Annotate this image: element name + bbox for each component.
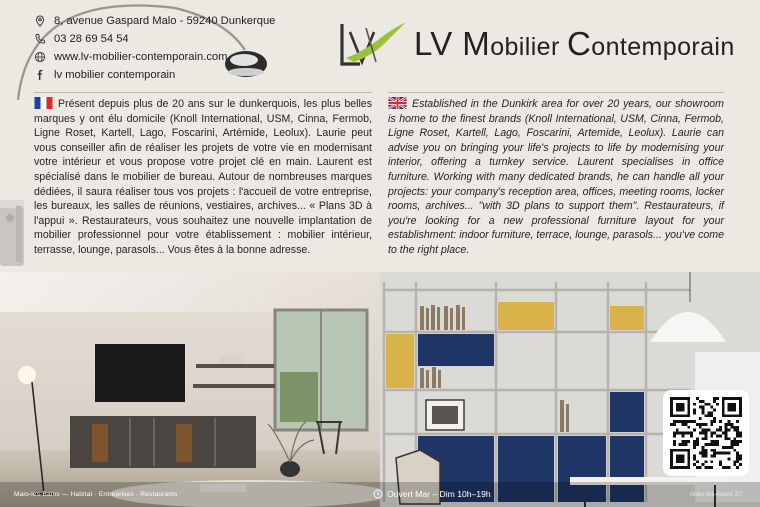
clock-icon (373, 489, 383, 499)
website-link[interactable]: www.lv-mobilier-contemporain.com (54, 50, 228, 63)
opening-hours-text: Ouvert Mar – Dim 10h–19h (387, 489, 491, 499)
brand-name: LV Mobilier Contemporain (414, 25, 735, 62)
page-number: Malo-les-Bains 37 (690, 491, 743, 498)
website-row[interactable] (34, 48, 334, 66)
showroom-photo (0, 272, 760, 507)
english-description (388, 97, 724, 258)
french-text: Présent depuis plus de 20 ans sur le dunkerquois, les plus belles marques y ont élu domicile (Knoll International, USM, Cinna, Fermob, Ligne Roset, Kartell, Lago, Foscarini, Artémide, Leolux). Laurie peut vous conseiller afin de réaliser les projets de votre vie en modernisant votre intérieur et vous propose votre projet clé en main. Laurent est spécialisé dans le mobilier de bureau. Autour de nombreuses marques dédiées, il saura réaliser tous vos projets : l'accueil de votre entreprise, les bureaux, les salles de réunions, vestiaires, archives... « Plans 3D à l'appui ». Restaurateurs, vous souhaitez une nouvelle implantation de mobilier professionnel pour votre établissement : mobilier intérieur, terrasse, lounge, parasols... Vous êtes à la bonne adresse. (34, 98, 372, 256)
phone-row[interactable] (34, 30, 334, 48)
french-description (34, 97, 372, 258)
phone-icon (34, 33, 46, 45)
facebook-row[interactable] (34, 66, 334, 84)
contact-info (34, 12, 334, 84)
facebook-link[interactable]: lv mobilier contemporain (54, 68, 176, 81)
divider-french (34, 92, 372, 93)
address-row (34, 12, 334, 30)
divider-english (388, 92, 724, 93)
stone-side-table-illustration (0, 198, 26, 268)
qr-code[interactable] (663, 390, 749, 476)
globe-icon (34, 51, 46, 63)
location-pin-icon (34, 15, 46, 27)
facebook-icon (34, 69, 46, 81)
english-text: Established in the Dunkirk area for over 20 years, our showroom is home to the finest brands (Knoll International, USM, Cinna, Fermob, Ligne Roset, Kartell, Lago, Foscarini, Artemide, Leolux). Laurie can advise you on bringing your life's projects to life by modernising your interior, offering a turnkey service. Laurent specialises in office furniture. Working with many dedicated brands, he can handle all your projects: your company's reception area, offices, meeting rooms, locker rooms, archives... "with 3D plans to support them". Restaurateurs, if you're looking for a new professional furniture layout for your establishment: indoor furniture, terrace, lounge, parasols... you've come to the right place. (388, 98, 724, 256)
phone-number[interactable]: 03 28 69 54 54 (54, 32, 129, 45)
opening-hours (373, 489, 491, 499)
french-flag-icon (34, 97, 53, 109)
brand-logo (332, 18, 735, 70)
address-text: 8, avenue Gaspard Malo - 59240 Dunkerque (54, 14, 276, 27)
lv-logo-mark-icon (332, 18, 408, 70)
uk-flag-icon (388, 97, 407, 109)
footer-left-text: Malo-les-Bains — Habitat · Entreprises · Restaurants (14, 491, 178, 498)
qr-code-icon (670, 397, 742, 469)
